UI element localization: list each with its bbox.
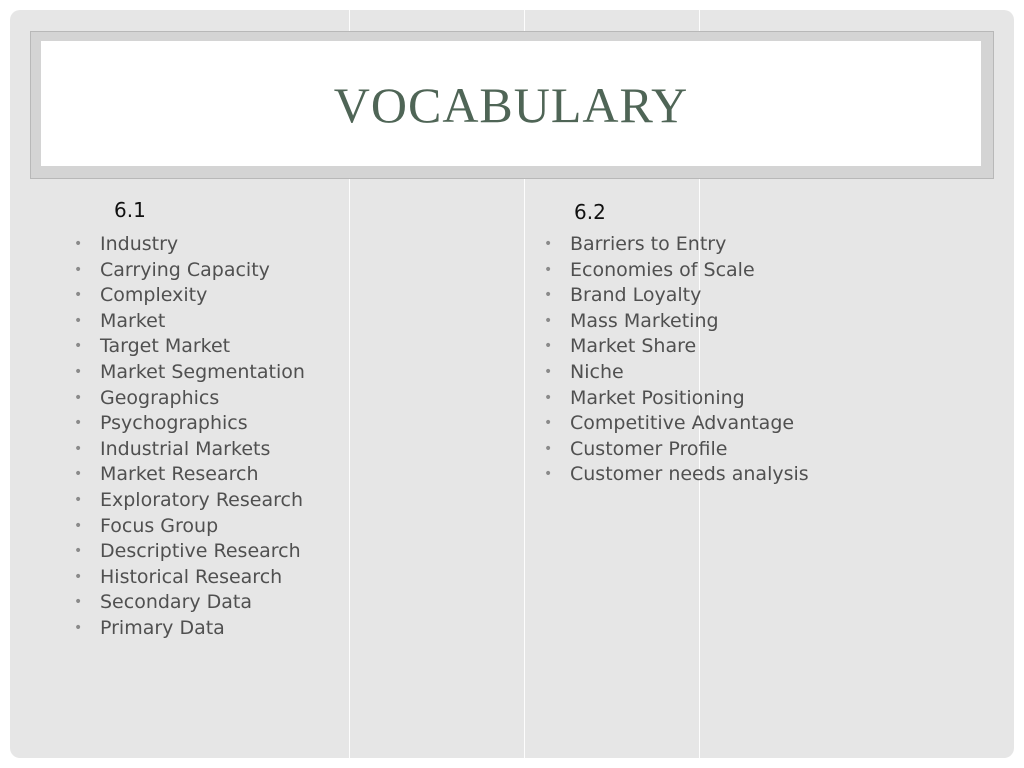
vocab-term: Economies of Scale xyxy=(570,258,755,281)
vocab-term: Market Share xyxy=(570,335,697,358)
vocab-item xyxy=(74,462,305,488)
bullet-icon: • xyxy=(74,517,83,534)
vocab-term: Brand Loyalty xyxy=(570,284,702,307)
bullet-icon: • xyxy=(74,568,83,585)
vocab-item xyxy=(544,386,809,412)
bullet-icon: • xyxy=(74,363,83,380)
bullet-icon: • xyxy=(74,415,83,432)
bullet-icon: • xyxy=(74,312,83,329)
vocab-item xyxy=(74,616,305,642)
vocab-term: Primary Data xyxy=(100,616,225,639)
vocab-item xyxy=(74,437,305,463)
vocab-item xyxy=(74,514,305,540)
vocab-item xyxy=(544,232,809,258)
bullet-icon: • xyxy=(74,543,83,560)
bullet-icon: • xyxy=(544,466,553,483)
vocab-item xyxy=(544,334,809,360)
vocab-term: Niche xyxy=(570,360,624,383)
vocab-item xyxy=(544,462,809,488)
bullet-icon: • xyxy=(74,287,83,304)
vocab-item xyxy=(544,309,809,335)
vocab-term: Carrying Capacity xyxy=(100,258,270,281)
vocab-term: Customer needs analysis xyxy=(570,463,809,486)
vocab-term: Market Research xyxy=(100,463,259,486)
vocab-term: Market xyxy=(100,309,166,332)
column-heading-6-1: 6.1 xyxy=(114,198,146,222)
bullet-icon: • xyxy=(544,287,553,304)
vocab-term: Customer Profile xyxy=(570,437,728,460)
vocab-term: Market Segmentation xyxy=(100,360,305,383)
vocab-item xyxy=(74,360,305,386)
vocab-item xyxy=(74,590,305,616)
vocab-term: Secondary Data xyxy=(100,591,253,614)
bullet-icon: • xyxy=(74,491,83,508)
bullet-icon: • xyxy=(74,338,83,355)
bullet-icon: • xyxy=(544,261,553,278)
vocab-term: Competitive Advantage xyxy=(570,412,795,435)
vocab-item xyxy=(544,360,809,386)
bullet-icon: • xyxy=(74,440,83,457)
vocab-item xyxy=(74,334,305,360)
bullet-icon: • xyxy=(74,389,83,406)
vocab-list-6-2 xyxy=(544,232,809,488)
bullet-icon: • xyxy=(544,236,553,252)
vocab-item xyxy=(544,411,809,437)
slide-title: VOCABULARY xyxy=(333,76,689,133)
vocab-term: Mass Marketing xyxy=(570,309,719,332)
vocab-item xyxy=(74,411,305,437)
vocab-item xyxy=(74,539,305,565)
vocab-item xyxy=(74,232,305,258)
bullet-icon: • xyxy=(74,466,83,483)
bullet-icon: • xyxy=(74,261,83,278)
vocab-item xyxy=(74,309,305,335)
vocab-item xyxy=(74,258,305,284)
vocab-item xyxy=(544,437,809,463)
vocab-term: Focus Group xyxy=(100,514,219,537)
vocab-term: Psychographics xyxy=(100,412,248,435)
vocab-term: Exploratory Research xyxy=(100,488,303,511)
vocab-item xyxy=(74,488,305,514)
bullet-icon: • xyxy=(74,594,83,611)
vocab-item xyxy=(74,283,305,309)
bullet-icon: • xyxy=(74,236,83,252)
vocab-term: Industrial Markets xyxy=(100,437,271,460)
vocab-item xyxy=(544,283,809,309)
column-heading-6-2: 6.2 xyxy=(574,200,606,224)
vocab-term: Geographics xyxy=(100,386,220,409)
vocab-term: Market Positioning xyxy=(570,386,745,409)
vocab-term: Industry xyxy=(100,233,179,255)
bullet-icon: • xyxy=(544,338,553,355)
vocab-item xyxy=(74,386,305,412)
vocab-term: Descriptive Research xyxy=(100,540,301,563)
bullet-icon: • xyxy=(544,440,553,457)
bullet-icon: • xyxy=(544,415,553,432)
vocab-item xyxy=(74,565,305,591)
vocab-list-6-1 xyxy=(74,232,305,642)
bullet-icon: • xyxy=(74,619,83,636)
vocab-item xyxy=(544,258,809,284)
bullet-icon: • xyxy=(544,312,553,329)
vocab-term: Historical Research xyxy=(100,565,283,588)
vocab-term: Target Market xyxy=(100,335,231,358)
title-box xyxy=(41,41,981,166)
bullet-icon: • xyxy=(544,363,553,380)
bullet-icon: • xyxy=(544,389,553,406)
vocab-term: Complexity xyxy=(100,284,208,307)
vocab-term: Barriers to Entry xyxy=(570,233,727,255)
